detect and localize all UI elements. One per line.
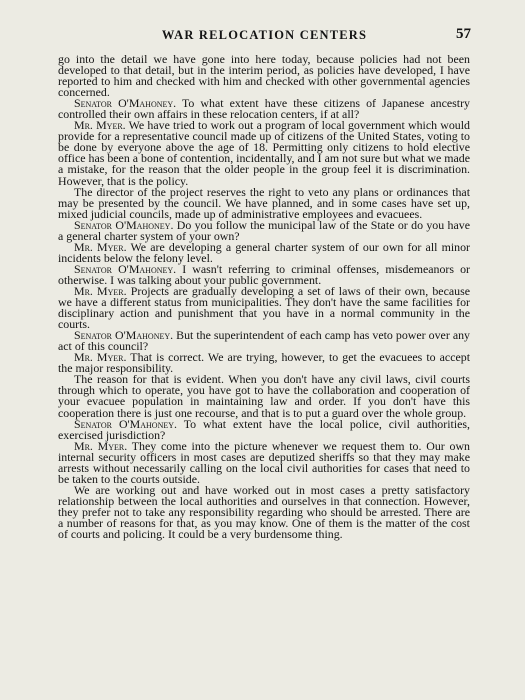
- paragraph-text: I wasn't referring to criminal offenses, misdemeanors or otherwise. I was talking about your public government.: [58, 261, 470, 287]
- paragraph: [58, 261, 470, 287]
- running-header: [58, 28, 471, 48]
- body-text: [58, 54, 470, 540]
- paragraph: [58, 54, 470, 98]
- speaker-name: Mr. Myer.: [74, 350, 127, 365]
- paragraph-text: We are developing a general charter system of our own for all minor incidents below the felony level.: [58, 239, 470, 265]
- paragraph: [58, 217, 471, 243]
- speaker-name: Mr. Myer.: [74, 438, 128, 453]
- paragraph-text: They come into the picture whenever we request them to. Our own internal security officers in most cases are deputized sheriffs so that they may make arrests without necessarily calling on the local civil authorities for cases that need to be taken to the courts outside.: [58, 438, 470, 486]
- speaker-name: Senator O'Mahoney.: [74, 96, 177, 111]
- page-number: 57: [456, 26, 471, 42]
- speaker-name: Senator O'Mahoney.: [74, 217, 174, 232]
- speaker-name: Mr. Myer.: [74, 118, 126, 133]
- paragraph-text: But the superintendent of each camp has veto power over any act of this council?: [58, 328, 470, 354]
- paragraph: [58, 184, 470, 221]
- speaker-name: Mr. Myer.: [74, 283, 127, 298]
- speaker-name: Senator O'Mahoney.: [74, 261, 177, 276]
- paragraph: [58, 416, 470, 442]
- speaker-name: Senator O'Mahoney.: [74, 328, 174, 343]
- paragraph-text: We have tried to work out a program of local government which would provide for a representative council made up of citizens of the United States, voting to be done by everyone above the age of 18. Permitting only citizens to hold elective office has been a bone of contention, incidentally, and I am not sure but what we made a mistake, for the reason that the older people in the group feel it is discrimination. However, that is the policy.: [58, 118, 470, 188]
- paragraph: [58, 283, 470, 332]
- speaker-name: Senator O'Mahoney.: [74, 416, 177, 431]
- paragraph-text: Do you follow the municipal law of the State or do you have a general charter system of your own?: [58, 217, 471, 243]
- paragraph-text: We are working out and have worked out in most cases a pretty satisfactory relationship between the local authorities and ourselves in that connection. However, they prefer not to take any responsibility regarding who should be arrested. There are a number of reasons for that, as you may know. One of them is the matter of the cost of courts and policing. It could be a very burdensome thing.: [58, 482, 470, 542]
- paragraph: [58, 98, 470, 120]
- paragraph-text: To what extent have these citizens of Japanese ancestry controlled their own affairs in these relocation centers, if at all?: [58, 96, 470, 122]
- paragraph: [58, 330, 470, 352]
- speaker-name: Mr. Myer.: [74, 239, 127, 254]
- paragraph-text: Projects are gradually developing a set of laws of their own, because we have a different status from municipalities. They don't have the same facilities for disciplinary action and punishment that you have in a normal community in the courts.: [58, 283, 470, 332]
- paragraph: [58, 239, 470, 265]
- paragraph: [58, 120, 470, 186]
- running-title: WAR RELOCATION CENTERS: [161, 28, 368, 42]
- paragraph: [58, 374, 470, 418]
- paragraph: [58, 352, 470, 374]
- paragraph: [58, 438, 470, 486]
- paragraph-text: The director of the project reserves the right to veto any plans or ordinances that may be presented by the council. We have planned, and in some cases have set up, mixed judicial councils, made up of administrative employees and evacuees.: [58, 184, 470, 221]
- paragraph-text: The reason for that is evident. When you don't have any civil laws, civil courts through which to operate, you have got to have the collaboration and cooperation of your evacuee population in maintaining law and order. If you don't have this cooperation there is just one recourse, and that is to put a guard over the whole group.: [58, 372, 470, 420]
- paragraph-text: That is correct. We are trying, however, to get the evacuees to accept the major responsibility.: [58, 350, 470, 376]
- paragraph: [58, 482, 470, 542]
- paragraph-text: go into the detail we have gone into here today, because policies had not been developed to that detail, but in the interim period, as policies have developed, I have reported to him and checked with him and checked with other governmental agencies concerned.: [58, 52, 470, 100]
- paragraph-text: To what extent have the local police, civil authorities, exercised jurisdiction?: [58, 416, 470, 442]
